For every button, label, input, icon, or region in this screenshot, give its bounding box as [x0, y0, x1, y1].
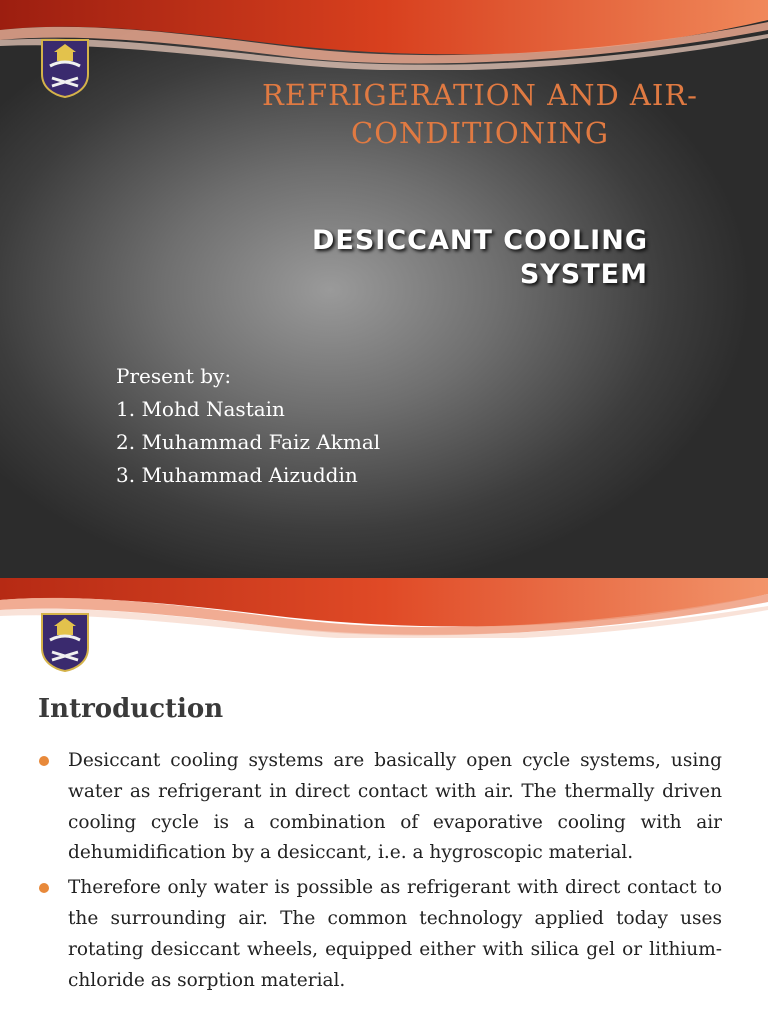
bullet-text-2: Therefore only water is possible as refrigerant with direct contact to the surrounding air. The common technology applied today uses rotating desiccant wheels, equipped either with silica gel or lithium-chloride as sorption material. — [68, 877, 722, 991]
university-crest-icon-2 — [40, 612, 90, 672]
presenter-1: 1. Mohd Nastain — [116, 397, 285, 421]
presented-by-label: Present by: — [116, 364, 232, 388]
slide-heading: Introduction — [38, 694, 224, 724]
bullet-dot-icon — [39, 756, 49, 766]
university-crest-icon — [40, 38, 90, 98]
header-swoosh — [0, 0, 768, 70]
presenter-2: 2. Muhammad Faiz Akmal — [116, 430, 381, 454]
subtitle-line-1: DESICCANT COOLING — [311, 225, 648, 256]
presenter-3: 3. Muhammad Aizuddin — [116, 463, 358, 487]
bullet-dot-icon — [39, 883, 49, 893]
presenter-list — [116, 360, 380, 492]
introduction-slide — [0, 578, 768, 1024]
bullet-list — [38, 746, 722, 1000]
header-swoosh-2 — [0, 578, 768, 638]
subtitle-line-2: SYSTEM — [519, 259, 648, 290]
bullet-item-2 — [38, 873, 722, 996]
presentation-subtitle — [312, 224, 648, 292]
course-title: REFRIGERATION AND AIR-CONDITIONING — [262, 78, 698, 150]
bullet-text-1: Desiccant cooling systems are basically open cycle systems, using water as refrigerant in direct contact with air. The thermally driven cooling cycle is a combination of evaporative cooling with air dehumidification by a desiccant, i.e. a hygroscopic material. — [68, 750, 722, 864]
bullet-item-1 — [38, 746, 722, 869]
